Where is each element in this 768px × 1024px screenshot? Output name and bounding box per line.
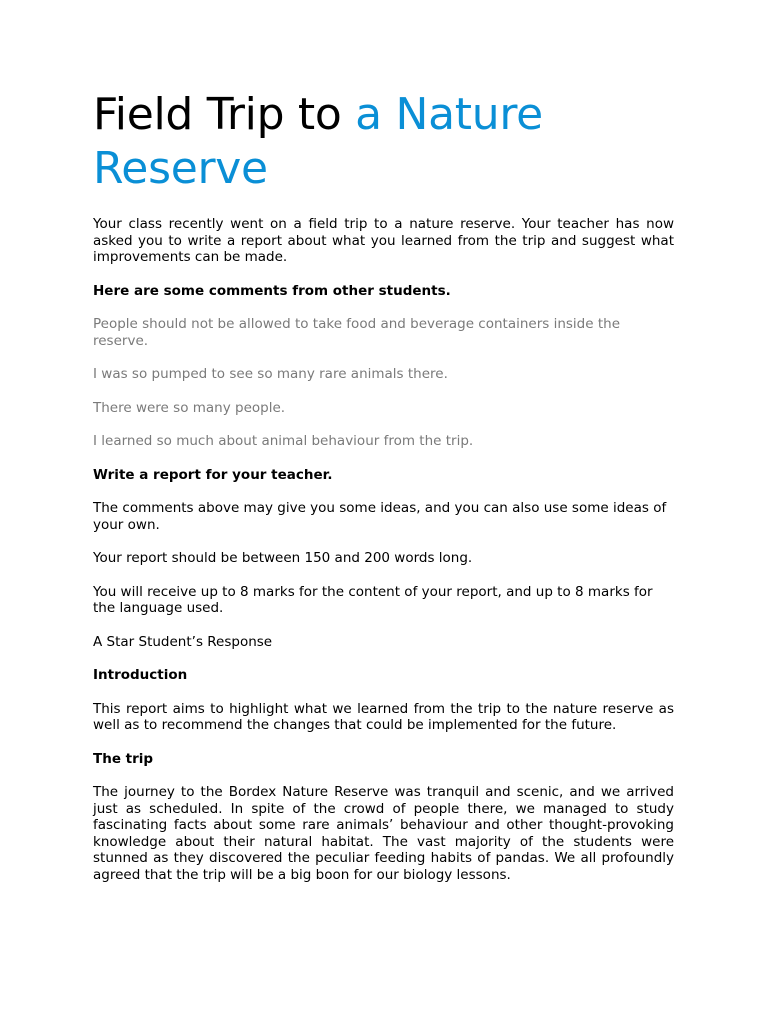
- student-comment-1: People should not be allowed to take food and beverage containers inside the reserve.: [93, 316, 620, 349]
- student-comment-2: I was so pumped to see so many rare animals there.: [93, 366, 448, 382]
- section-body-introduction: This report aims to highlight what we learned from the trip to the nature reserve as well as to recommend the changes that could be implemented for the future.: [93, 700, 674, 733]
- title-part-1: Field Trip to: [93, 89, 356, 140]
- response-label: A Star Student’s Response: [93, 633, 273, 650]
- comments-heading: Here are some comments from other students.: [93, 282, 451, 299]
- student-comment-3: There were so many people.: [93, 399, 286, 416]
- task-heading: Write a report for your teacher.: [93, 466, 333, 483]
- document-page: [93, 88, 674, 900]
- page-title: [93, 88, 674, 196]
- title-part-2-accent: a Nature Reserve: [93, 89, 543, 194]
- intro-paragraph: Your class recently went on a field trip to a nature reserve. Your teacher has now asked you to write a report about what you learned from the trip and suggest what improvements can be made.: [93, 216, 674, 265]
- section-body-the-trip: The journey to the Bordex Nature Reserve was tranquil and scenic, and we arrived just as scheduled. In spite of the crowd of people there, we managed to study fascinating facts about some rare animals’ behaviour and other thought-provoking knowledge about their natural habitat. The vast majority of the students were stunned as they discovered the peculiar feeding habits of pandas. We all profoundly agreed that the trip will be a big boon for our biology lessons.: [93, 784, 674, 883]
- section-heading-the-trip: The trip: [93, 750, 154, 767]
- section-heading-introduction: Introduction: [93, 667, 188, 683]
- instruction-ideas: The comments above may give you some ideas, and you can also use some ideas of your own.: [93, 500, 667, 533]
- student-comment-4: I learned so much about animal behaviour from the trip.: [93, 433, 474, 449]
- instruction-word-count: Your report should be between 150 and 200 words long.: [93, 550, 473, 566]
- instruction-marks: You will receive up to 8 marks for the content of your report, and up to 8 marks for the language used.: [93, 583, 653, 616]
